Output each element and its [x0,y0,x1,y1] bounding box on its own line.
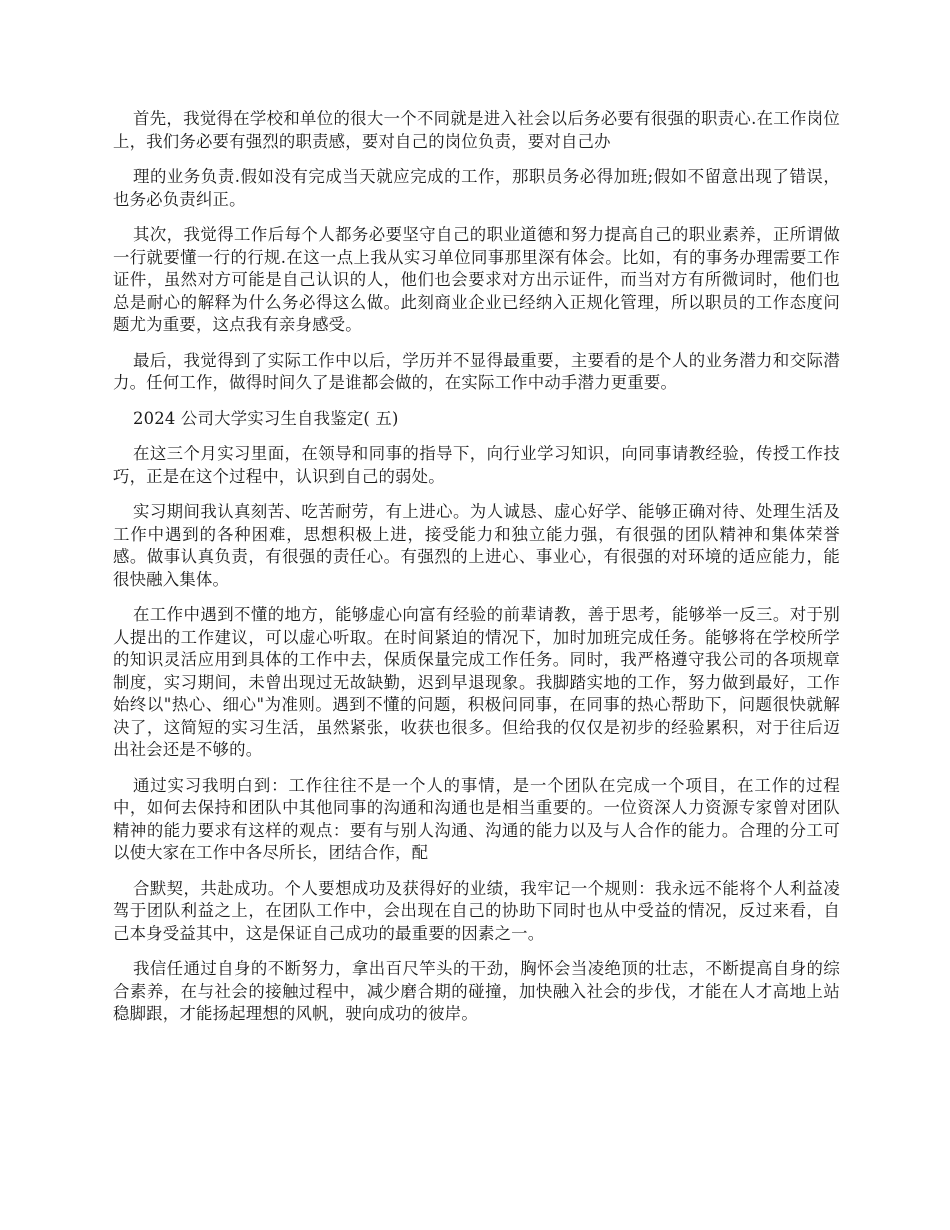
paragraph: 理的业务负责.假如没有完成当天就应完成的工作，那职员务必得加班;假如不留意出现了错误，也务必负责纠正。 [113,167,840,209]
paragraph: 在工作中遇到不懂的地方，能够虚心向富有经验的前辈请教，善于思考，能够举一反三。对于别人提出的工作建议，可以虚心听取。在时间紧迫的情况下，加时加班完成任务。能够将在学校所学的知识灵活应用到具体的工作中去，保质保量完成工作任务。同时，我严格遵守我公司的各项规章制度，实习期间，未曾出现过无故缺勤，迟到早退现象。我脚踏实地的工作，努力做到最好，工作始终以"热心、细心"为准则。遇到不懂的问题，积极问同事，在同事的热心帮助下，问题很快就解决了，这简短的实习生活，虽然紧张，收获也很多。但给我的仅仅是初步的经验累积，对于往后迈出社会还是不够的。 [113,605,840,759]
paragraph: 通过实习我明白到：工作往往不是一个人的事情，是一个团队在完成一个项目，在工作的过程中，如何去保持和团队中其他同事的沟通和沟通也是相当重要的。一位资深人力资源专家曾对团队精神的能力要求有这样的观点：要有与别人沟通、沟通的能力以及与人合作的能力。合理的分工可以使大家在工作中各尽所长，团结合作，配 [113,775,840,862]
paragraph: 其次，我觉得工作后每个人都务必要坚守自己的职业道德和努力提高自己的职业素养，正所谓做一行就要懂一行的行规.在这一点上我从实习单位同事那里深有体会。比如，有的事务办理需要工作证件，虽然对方可能是自己认识的人，他们也会要求对方出示证件，而当对方有所微词时，他们也总是耐心的解释为什么务必得这么做。此刻商业企业已经纳入正规化管理，所以职员的工作态度问题尤为重要，这点我有亲身感受。 [113,225,840,334]
paragraph: 在这三个月实习里面，在领导和同事的指导下，向行业学习知识，向同事请教经验，传授工作技巧，正是在这个过程中，认识到自己的弱处。 [113,444,840,486]
paragraph: 我信任通过自身的不断努力，拿出百尺竿头的干劲，胸怀会当凌绝顶的壮志，不断提高自身的综合素养，在与社会的接触过程中，减少磨合期的碰撞，加快融入社会的步伐，才能在人才高地上站稳脚跟，才能扬起理想的风帆，驶向成功的彼岸。 [113,959,840,1023]
paragraph: 实习期间我认真刻苦、吃苦耐劳，有上进心。为人诚恳、虚心好学、能够正确对待、处理生活及工作中遇到的各种困难，思想积极上进，接受能力和独立能力强，有很强的团队精神和集体荣誉感。做事认真负责，有很强的责任心。有强烈的上进心、事业心，有很强的对环境的适应能力，能很快融入集体。 [113,502,840,589]
paragraph: 最后，我觉得到了实际工作中以后，学历并不显得最重要，主要看的是个人的业务潜力和交际潜力。任何工作，做得时间久了是谁都会做的，在实际工作中动手潜力更重要。 [113,350,840,392]
paragraph: 合默契，共赴成功。个人要想成功及获得好的业绩，我牢记一个规则：我永远不能将个人利益凌驾于团队利益之上，在团队工作中，会出现在自己的协助下同时也从中受益的情况，反过来看，自己本身受益其中，这是保证自己成功的最重要的因素之一。 [113,878,840,943]
section-heading: 2024 公司大学实习生自我鉴定( 五) [133,408,399,428]
paragraph: 首先，我觉得在学校和单位的很大一个不同就是进入社会以后务必要有很强的职责心.在工作岗位上，我们务必要有强烈的职责感，要对自己的岗位负责，要对自己办 [113,109,840,151]
document-body [113,108,840,1039]
